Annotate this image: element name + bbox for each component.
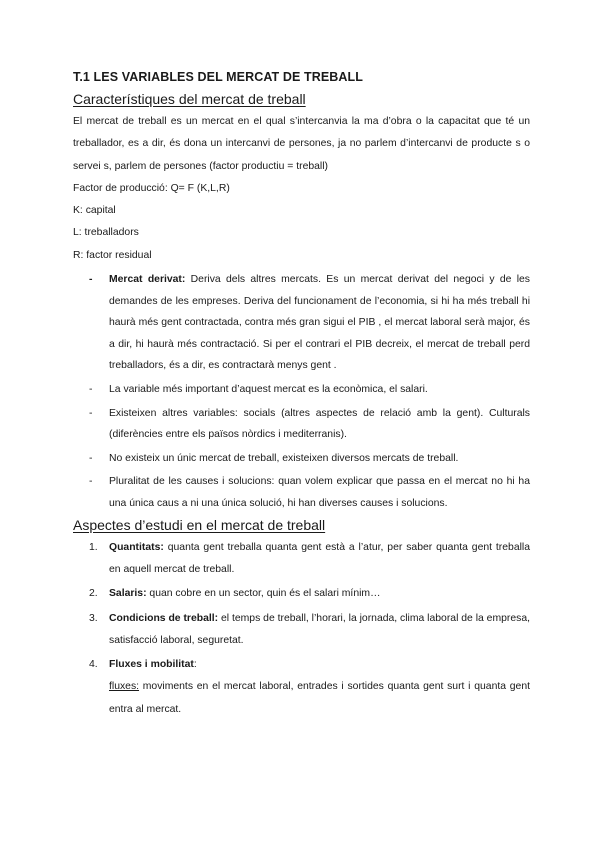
list-item xyxy=(73,583,530,605)
item-label: Quantitats: xyxy=(109,541,164,553)
factor-r-line: R: factor residual xyxy=(73,249,152,261)
list-item xyxy=(73,448,530,470)
item-label: Mercat derivat: xyxy=(109,274,186,286)
item-text: Deriva dels altres mercats. Es un mercat derivat del negoci y de les demandes de les empreses. Deriva del funcionament de l’economia, si hi ha més treball hi haurà més gent contractada, contra més gran sigui el PIB , el mercat laboral serà major, és a dir, hi haurà més contractació. Si per el contrari el PIB decreix, el mercat de treball perd treballadors, és a dir, es contractarà menys gent . xyxy=(109,274,530,372)
item-text: No existeix un únic mercat de treball, existeixen diversos mercats de treball. xyxy=(109,452,459,464)
factor-k-line: K: capital xyxy=(73,205,116,217)
item-text: La variable més important d’aquest mercat es la econòmica, el salari. xyxy=(109,384,428,396)
item-number: 3. xyxy=(89,612,98,624)
list-item xyxy=(73,269,530,377)
bullet-dash: - xyxy=(89,407,93,419)
production-factor-line: Factor de producció: Q= F (K,L,R) xyxy=(73,182,230,194)
item-text: Existeixen altres variables: socials (altres aspectes de relació amb la gent). Culturals (diferències entre els països nòrdics i mediterranis). xyxy=(109,407,530,441)
list-item xyxy=(73,379,530,401)
item-number: 2. xyxy=(89,588,98,600)
list-item xyxy=(73,537,530,582)
document-page xyxy=(73,70,530,723)
item-label: Salaris: xyxy=(109,588,147,600)
item-label: Fluxes i mobilitat xyxy=(109,659,194,671)
section-heading-study-aspects: Aspectes d’estudi en el mercat de treball xyxy=(73,516,326,533)
item-label: Condicions de treball: xyxy=(109,612,219,624)
item-number: 4. xyxy=(89,659,98,671)
factor-l-line: L: treballadors xyxy=(73,227,139,239)
list-item xyxy=(73,608,530,653)
characteristics-list xyxy=(73,269,530,515)
list-item xyxy=(73,654,530,721)
item-text: quan cobre en un sector, quin és el salari mínim… xyxy=(146,588,381,600)
page-title: T.1 LES VARIABLES DEL MERCAT DE TREBALL xyxy=(73,70,364,84)
bullet-dash: - xyxy=(89,274,93,286)
item-text: Pluralitat de les causes i solucions: quan volem explicar que passa en el mercat no hi ha una única caus a ni una única solució, hi han diverses causes i solucions. xyxy=(109,476,530,510)
bullet-dash: - xyxy=(89,476,93,488)
item-colon: : xyxy=(193,659,197,671)
study-aspects-list xyxy=(73,537,530,721)
list-item xyxy=(73,471,530,514)
item-text: el temps de treball, l’horari, la jornada, clima laboral de la empresa, satisfacció laboral, seguretat. xyxy=(109,612,530,646)
item-text: moviments en el mercat laboral, entrades i sortides quanta gent surt i quanta gent entra al mercat. xyxy=(109,681,530,715)
section-heading-characteristics: Característiques del mercat de treball xyxy=(73,91,306,107)
bullet-dash: - xyxy=(89,452,93,464)
item-number: 1. xyxy=(89,541,98,553)
bullet-dash: - xyxy=(89,384,93,396)
intro-paragraph: El mercat de treball es un mercat en el qual s’intercanvia la ma d’obra o la capacitat que té un treballador, es a dir, és dona un intercanvi de persones, ja no parlem d’intercanvi de producte s o servei s, parlem de persones (factor productiu = treball) xyxy=(73,116,530,172)
item-text: quanta gent treballa quanta gent està a l’atur, per saber quanta gent treballa en aquell mercat de treball. xyxy=(109,541,530,575)
item-sublabel: fluxes: xyxy=(109,681,140,693)
list-item xyxy=(73,403,530,446)
